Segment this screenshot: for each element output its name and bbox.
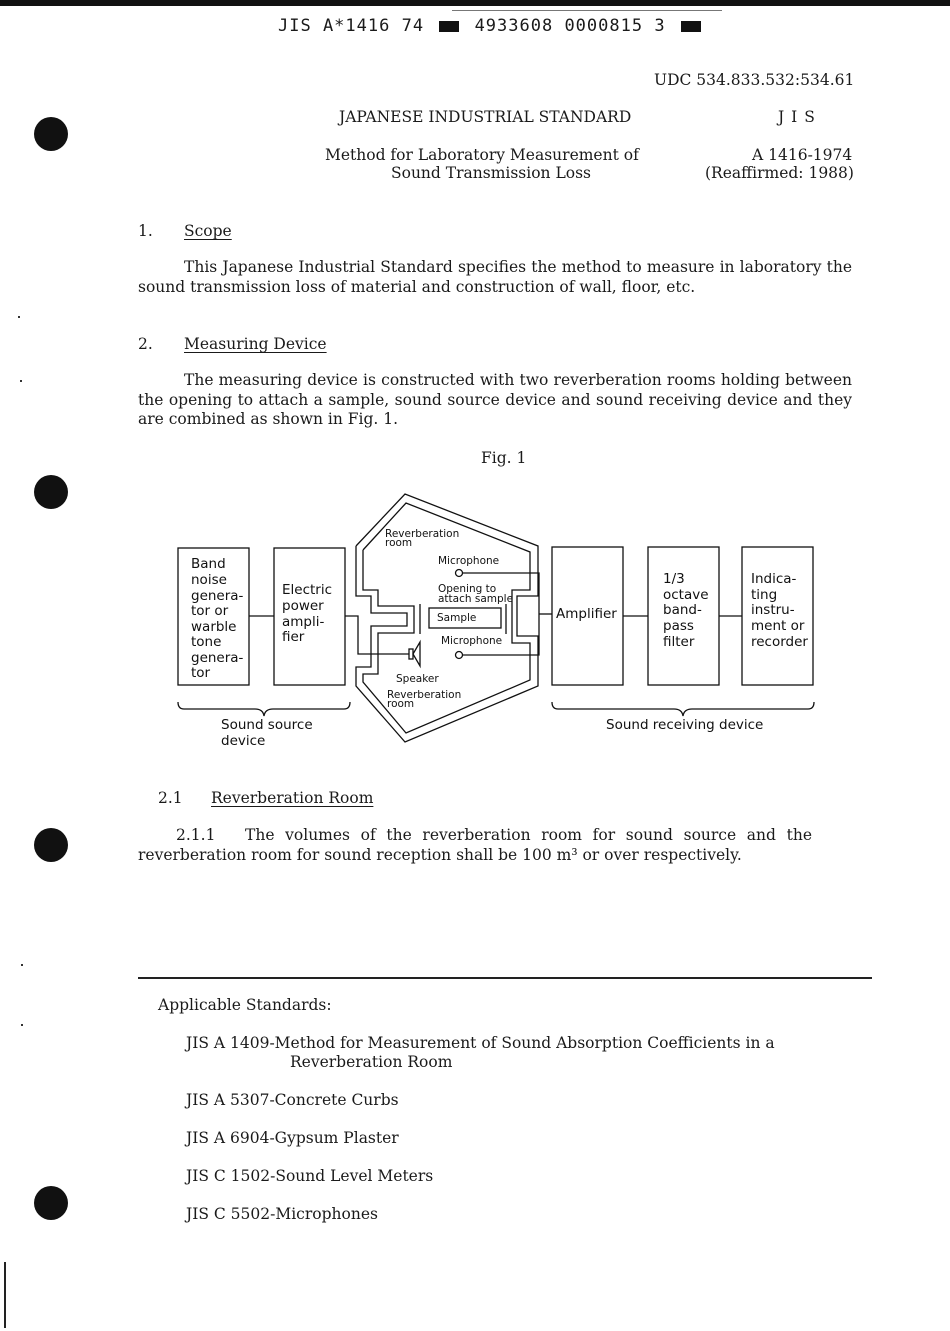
indicator-line-5: recorder [751, 634, 808, 650]
microphone-bottom-label: Microphone [441, 635, 503, 647]
punch-hole-icon [34, 828, 68, 862]
sample-label: Sample [437, 612, 477, 624]
jis-mark: J I S [778, 108, 816, 126]
section-2-text: The measuring device is constructed with two reverberation rooms holding between the opening to attach a sample, sound source device and sound receiving device and they are combined as shown in Fig. 1. [138, 371, 852, 428]
punch-hole-icon [34, 1186, 68, 1220]
figure-label: Fig. 1 [481, 449, 527, 467]
code-prefix: JIS A*1416 74 [278, 16, 425, 36]
standard-title: JAPANESE INDUSTRIAL STANDARD [339, 108, 632, 126]
room-top-line-1: Reverberation [385, 528, 460, 540]
generator-line-3: genera- [191, 588, 244, 604]
filter-line-5: filter [663, 634, 695, 650]
filter-line-4: pass [663, 618, 694, 634]
doc-title-line1: Method for Laboratory Measurement of [325, 146, 639, 164]
indicator-line-1: Indica- [751, 571, 797, 587]
room-bottom-line-1: Reverberation [387, 689, 462, 701]
power-amp-line-4: fier [282, 629, 305, 645]
section-1-number: 1. [138, 222, 153, 240]
microphone-top-label: Microphone [438, 555, 500, 567]
reaffirmed-date: (Reaffirmed: 1988) [705, 164, 854, 182]
section-2-title: Measuring Device [184, 335, 327, 353]
indicator-line-2: ting [751, 587, 778, 603]
scan-speck [21, 1024, 23, 1026]
scan-edge-line [4, 1262, 6, 1328]
filter-line-1: 1/3 [663, 571, 685, 587]
room-bottom-line-2: room [387, 698, 415, 710]
opening-line-1: Opening to [438, 583, 497, 595]
sound-receiving-label: Sound receiving device [606, 717, 764, 733]
section-2-number: 2. [138, 335, 153, 353]
filter-line-3: band- [663, 602, 702, 618]
section-2-1-number: 2.1 [158, 789, 183, 807]
power-amp-line-2: power [282, 598, 324, 614]
generator-line-7: genera- [191, 650, 244, 666]
generator-line-6: tone [191, 634, 222, 650]
generator-line-1: Band [191, 556, 226, 572]
indicator-line-4: ment or [751, 618, 805, 634]
applicable-item-4: JIS C 1502-Sound Level Meters [186, 1167, 434, 1185]
footnote-rule [138, 977, 872, 979]
amplifier-label: Amplifier [556, 606, 617, 622]
doc-number: A 1416-1974 [752, 146, 853, 164]
generator-line-5: warble [191, 619, 237, 635]
generator-line-8: tor [191, 665, 211, 681]
applicable-item-1: JIS A 1409-Method for Measurement of Sound Absorption Coefficients in a [186, 1034, 775, 1052]
code-suffix: 4933608 0000815 3 [474, 16, 666, 36]
section-2-1-title: Reverberation Room [211, 789, 374, 807]
generator-line-2: noise [191, 572, 227, 588]
applicable-item-1-cont: Reverberation Room [290, 1053, 453, 1071]
section-2-1-1-text: The volumes of the reverberation room for sound source and the reverberation room for sound reception shall be 100 m³ or over respectively. [138, 826, 812, 864]
doc-title-line2: Sound Transmission Loss [391, 164, 591, 182]
power-amp-line-1: Electric [282, 582, 333, 598]
section-1-title: Scope [184, 222, 232, 240]
sound-source-line-2: device [221, 733, 266, 749]
sound-source-line-1: Sound source [221, 717, 313, 733]
room-top-line-2: room [385, 537, 413, 549]
section-2-1-1-number: 2.1.1 [176, 826, 216, 844]
applicable-item-2: JIS A 5307-Concrete Curbs [186, 1091, 399, 1109]
opening-line-2: attach sample [438, 593, 514, 605]
udc-number: UDC 534.833.532:534.61 [654, 71, 855, 89]
filter-line-2: octave [663, 587, 709, 603]
generator-line-4: tor or [191, 603, 229, 619]
speaker-label: Speaker [396, 673, 439, 685]
indicator-line-3: instru- [751, 602, 795, 618]
applicable-heading: Applicable Standards: [158, 996, 332, 1014]
power-amp-line-3: ampli- [282, 614, 325, 630]
section-1-text: This Japanese Industrial Standard specifies the method to measure in laboratory the sound transmission loss of material and construction of wall, floor, etc. [138, 258, 852, 296]
applicable-item-3: JIS A 6904-Gypsum Plaster [186, 1129, 399, 1147]
applicable-item-5: JIS C 5502-Microphones [186, 1205, 378, 1223]
scan-speck [21, 964, 23, 966]
